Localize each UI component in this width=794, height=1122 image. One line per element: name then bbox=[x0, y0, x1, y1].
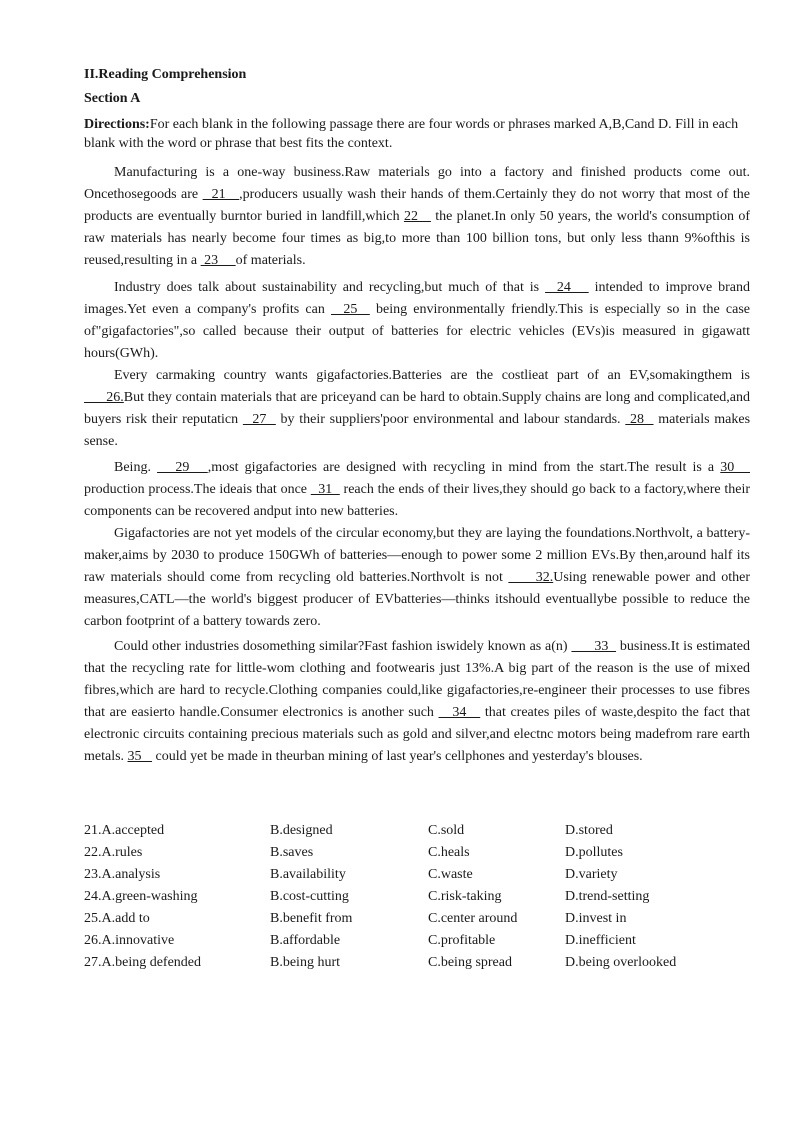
passage-text: Could other industries dosomething similar?Fast fashion iswidely known as a(n) bbox=[114, 639, 572, 654]
option-row bbox=[84, 864, 724, 886]
option-d[interactable]: D.stored bbox=[565, 823, 613, 838]
option-a[interactable]: 21.A.accepted bbox=[84, 823, 165, 838]
answer-blank[interactable]: 23 bbox=[200, 253, 236, 268]
passage-text: Industry does talk about sustainability and recycling,but much of that is bbox=[114, 280, 546, 295]
answer-blank[interactable]: 30 bbox=[720, 460, 750, 475]
passage-text: Using renewable power and other measures,CATL—the world's biggest producer of EVbatteries—thinks itshould eventuallybe possible to reduce the carbon footprint of a battery towards zero. bbox=[84, 570, 750, 629]
option-d[interactable]: D.trend-setting bbox=[565, 889, 650, 904]
answer-blank[interactable]: 25 bbox=[331, 302, 370, 317]
passage-text: Manufacturing is a one-way business.Raw materials go into a factory and finished products come out. Oncethosegoods are bbox=[84, 165, 750, 202]
option-c[interactable]: C.center around bbox=[428, 911, 518, 926]
passage-text: Gigafactories are not yet models of the circular economy,but they are laying the foundations.Northvolt, a battery-maker,aims by 2030 to produce 150GWh of batteries—enough to power some 2 million EVs.By then,around half its raw materials should come from recycling old batteries.Northvolt is not bbox=[84, 526, 750, 585]
passage-paragraph-2 bbox=[84, 277, 750, 365]
answer-blank[interactable]: 21 bbox=[202, 187, 240, 202]
option-c[interactable]: C.risk-taking bbox=[428, 889, 502, 904]
answer-blank[interactable]: 34 bbox=[438, 705, 481, 720]
option-b[interactable]: B.benefit from bbox=[270, 911, 353, 926]
passage-paragraph-6 bbox=[84, 636, 750, 768]
passage-paragraph-1 bbox=[84, 162, 750, 272]
option-a[interactable]: 27.A.being defended bbox=[84, 955, 202, 970]
option-c[interactable]: C.heals bbox=[428, 845, 470, 860]
option-row bbox=[84, 842, 724, 864]
option-d[interactable]: D.pollutes bbox=[565, 845, 623, 860]
option-d[interactable]: D.inefficient bbox=[565, 933, 636, 948]
option-a[interactable]: 24.A.green-washing bbox=[84, 889, 198, 904]
option-c[interactable]: C.profitable bbox=[428, 933, 496, 948]
passage-text: being environmentally friendly.This is especially so in the case of"gigafactories",so called because their output of batteries for electric vehicles (EVs)is measured in gigawatt hours(GWh). bbox=[84, 302, 751, 361]
option-row bbox=[84, 820, 724, 842]
option-row bbox=[84, 952, 724, 974]
answer-blank[interactable]: 35 bbox=[127, 749, 153, 764]
passage-paragraph-4 bbox=[84, 457, 750, 523]
passage-text: reach the ends of their lives,they should go back to a factory,where their components can be recovered andput into new batteries. bbox=[84, 482, 751, 519]
option-c[interactable]: C.waste bbox=[428, 867, 473, 882]
answer-blank[interactable]: 26. bbox=[84, 390, 124, 405]
section-subtitle: Section A bbox=[84, 91, 141, 106]
option-row bbox=[84, 908, 724, 930]
option-a[interactable]: 26.A.innovative bbox=[84, 933, 175, 948]
passage-text: production process.The ideais that once bbox=[84, 482, 311, 497]
option-d[interactable]: D.invest in bbox=[565, 911, 627, 926]
option-d[interactable]: D.variety bbox=[565, 867, 618, 882]
directions bbox=[84, 115, 744, 153]
option-row bbox=[84, 930, 724, 952]
option-b[interactable]: B.being hurt bbox=[270, 955, 340, 970]
passage-text: by their suppliers'poor environmental and labour standards. bbox=[275, 412, 626, 427]
passage-text: Being. bbox=[114, 460, 158, 475]
passage-text: of materials. bbox=[235, 253, 306, 268]
answer-blank[interactable]: 33 bbox=[571, 639, 617, 654]
passage-text: the planet.In only 50 years, the world's consumption of raw materials has nearly become four times as big,to more than 100 billion tons, but only less thann 9%ofthis is reused,resulting in a bbox=[84, 209, 750, 268]
passage-text: But they contain materials that are priceyand can be hard to obtain.Supply chains are long and complicated,and buyers risk their reputaticn bbox=[84, 390, 751, 427]
passage-text: ,producers usually wash their hands of them.Certainly they do not worry that most of the products are eventually burntor buried in landfill,which bbox=[84, 187, 750, 224]
answer-blank[interactable]: 27 bbox=[242, 412, 276, 427]
option-a[interactable]: 23.A.analysis bbox=[84, 867, 161, 882]
directions-text: For each blank in the following passage there are four words or phrases marked A,B,Cand D. Fill in each blank with the word or phrase that best fits the context. bbox=[84, 117, 739, 151]
option-row bbox=[84, 886, 724, 908]
option-b[interactable]: B.cost-cutting bbox=[270, 889, 349, 904]
passage-text: intended to improve brand images.Yet even a company's profits can bbox=[84, 280, 750, 317]
passage-text: business.It is estimated that the recycling rate for little-wom clothing and footwearis just 13%.A big part of the reason is the use of mixed fibres,which are hard to recycle.Clothing companies could,like gigafactories,re-engineer their processes to use fibres that are easierto handle.Consumer electronics is another such bbox=[84, 639, 750, 720]
passage-paragraph-5 bbox=[84, 523, 750, 633]
answer-blank[interactable]: 29 bbox=[157, 460, 208, 475]
option-b[interactable]: B.availability bbox=[270, 867, 346, 882]
answer-blank[interactable]: 28 bbox=[625, 412, 654, 427]
passage-paragraph-3 bbox=[84, 365, 750, 453]
option-c[interactable]: C.being spread bbox=[428, 955, 512, 970]
answer-blank[interactable]: 31 bbox=[310, 482, 340, 497]
passage-text: could yet be made in theurban mining of last year's cellphones and yesterday's blouses. bbox=[152, 749, 643, 764]
answer-blank[interactable]: 24 bbox=[545, 280, 589, 295]
passage-text: Every carmaking country wants gigafactories.Batteries are the costlieat part of an EV,somakingthem is bbox=[114, 368, 750, 383]
option-a[interactable]: 22.A.rules bbox=[84, 845, 143, 860]
answer-blank[interactable]: 22 bbox=[403, 209, 431, 224]
option-b[interactable]: B.saves bbox=[270, 845, 314, 860]
section-title: II.Reading Comprehension bbox=[84, 67, 247, 82]
answer-options bbox=[84, 820, 724, 974]
option-d[interactable]: D.being overlooked bbox=[565, 955, 677, 970]
directions-label: Directions: bbox=[84, 117, 150, 132]
option-b[interactable]: B.designed bbox=[270, 823, 333, 838]
passage-text: ,most gigafactories are designed with recycling in mind from the start.The result is a bbox=[207, 460, 721, 475]
passage-text: materials makes sense. bbox=[84, 412, 751, 449]
answer-blank[interactable]: 32. bbox=[508, 570, 554, 585]
option-a[interactable]: 25.A.add to bbox=[84, 911, 150, 926]
passage-text: that creates piles of waste,despito the fact that electronic circuits containing precious materials such as gold and silver,and electnc motors being madefrom rare earth metals. bbox=[84, 705, 751, 764]
option-c[interactable]: C.sold bbox=[428, 823, 465, 838]
option-b[interactable]: B.affordable bbox=[270, 933, 341, 948]
